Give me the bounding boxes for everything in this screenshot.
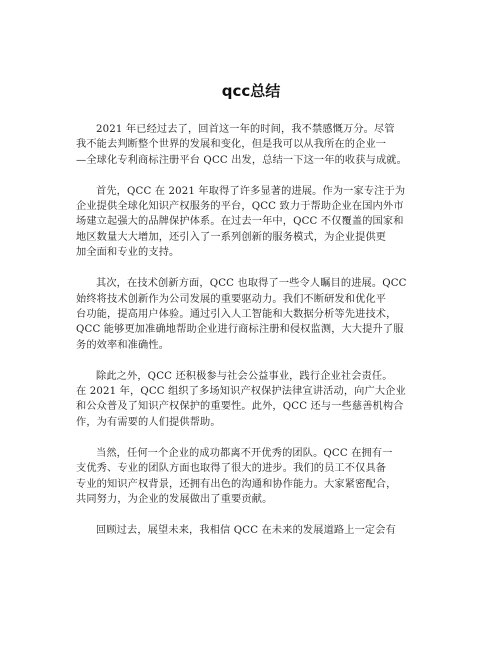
document-body <box>76 122 430 555</box>
document-title: qcc总结 <box>221 82 281 100</box>
paragraph-line: 共同努力，为企业的发展做出了重要贡献。 <box>76 493 273 505</box>
paragraph-line: 支优秀、专业的团队方面也取得了很大的进步。我们的员工不仅具备 <box>76 463 387 475</box>
paragraph-line: 在 2021 年，QCC 组织了多场知识产权保护法律宣讲活动，向广大企业 <box>76 386 406 398</box>
paragraph <box>76 276 430 352</box>
paragraph <box>76 523 430 538</box>
paragraph-line: 当然，任何一个企业的成功都离不开优秀的团队。QCC 在拥有一 <box>96 448 393 460</box>
paragraph-line: 作，为有需要的人们提供帮助。 <box>76 416 221 428</box>
paragraph-line: 台功能，提高用户体验。通过引入人工智能和大数据分析等先进技术， <box>76 308 397 320</box>
paragraph-line: 和公众普及了知识产权保护的重要性。此外，QCC 还与一些慈善机构合 <box>76 401 404 413</box>
paragraph <box>76 122 430 168</box>
paragraph-line: 回顾过去，展望未来，我相信 QCC 在未来的发展道路上一定会有 <box>96 525 396 537</box>
paragraph-line: 2021 年已经过去了，回首这一年的时间，我不禁感慨万分。尽管 <box>96 124 395 135</box>
paragraph-line: 地区数量大大增加，还引入了一系列创新的服务模式，为企业提供更 <box>76 231 387 243</box>
paragraph-line: —全球化专利商标注册平台 QCC 出发，总结一下这一年的收获与成就。 <box>76 154 407 166</box>
paragraph-line: 其次，在技术创新方面，QCC 也取得了一些令人瞩目的进展。QCC <box>96 278 407 290</box>
paragraph-line: 务的效率和准确性。 <box>76 339 170 351</box>
paragraph-line: 场建立起强大的品牌保护体系。在过去一年中，QCC 不仅覆盖的国家和 <box>76 216 404 228</box>
paragraph-line: 始终将技术创新作为公司发展的重要驱动力。我们不断研发和优化平 <box>76 293 387 305</box>
paragraph <box>76 369 430 430</box>
paragraph-line: 加全面和专业的支持。 <box>76 247 180 259</box>
paragraph-line: 专业的知识产权背景，还拥有出色的沟通和协作能力。大家紧密配合， <box>76 478 397 490</box>
paragraph-line: 首先，QCC 在 2021 年取得了许多显著的进展。作为一家专注于为 <box>96 185 406 197</box>
paragraph <box>76 184 430 260</box>
paragraph-line: 我不能去判断整个世界的发展和变化，但是我可以从我所在的企业一 <box>76 139 387 151</box>
paragraph-line: 企业提供全球化知识产权服务的平台，QCC 致力于帮助企业在国内外市 <box>76 201 404 213</box>
paragraph-line: 除此之外，QCC 还积极参与社会公益事业，践行企业社会责任。 <box>96 370 393 382</box>
paragraph-line: QCC 能够更加准确地帮助企业进行商标注册和侵权监测，大大提升了服 <box>76 324 404 336</box>
paragraph <box>76 446 430 507</box>
